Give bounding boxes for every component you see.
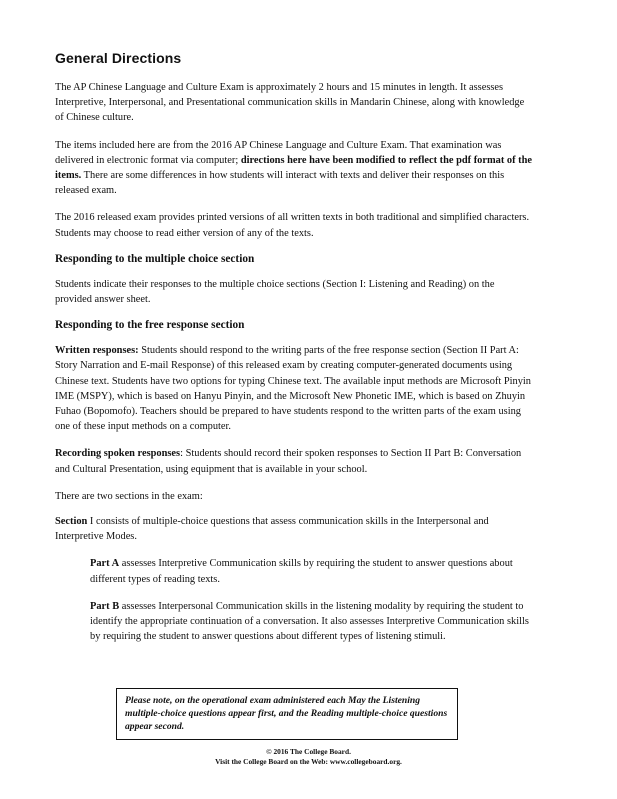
- note-text: Please note, on the operational exam administered each May the Listening multiple-choice questions appear first, and the Reading multiple-choice questions appear second.: [125, 695, 448, 732]
- part-a-paragraph: [90, 556, 532, 586]
- sections-intro: There are two sections in the exam:: [55, 490, 203, 502]
- spoken-responses-paragraph: [55, 446, 532, 476]
- page-title: General Directions: [55, 50, 182, 66]
- section-1-text: I consists of multiple-choice questions that assess communication skills in the Interpersonal and Interpretive Modes.: [55, 516, 489, 543]
- intro-paragraph-2-bold: directions here have been modified to reflect the pdf format of the items.: [55, 154, 532, 182]
- fr-section-heading: Responding to the free response section: [55, 319, 245, 332]
- spoken-responses-label: Recording spoken responses: [55, 448, 181, 460]
- intro-paragraph-2-text-a: The items included here are from the 2016 AP Chinese Language and Culture Exam. That examination was delivered in electronic format via computer;: [55, 139, 502, 166]
- mc-section-heading: Responding to the multiple choice section: [55, 252, 255, 265]
- mc-section-text: Students indicate their responses to the multiple choice sections (Section I: Listening and Reading) on the provided answer sheet.: [55, 278, 495, 306]
- part-b-text: assesses Interpersonal Communication skills in the listening modality by requiring the student to identify the appropriate continuation of a conversation. It also assesses Interpretive Communication skills by requiring the student to answer questions about different types of listening stimuli.: [90, 600, 529, 643]
- footer-website: Visit the College Board on the Web: www.collegeboard.org.: [215, 756, 402, 766]
- intro-paragraph-3: The 2016 released exam provides printed versions of all written texts in both traditional and simplified characters. Students may choose to read either version of any of the texts.: [55, 212, 530, 239]
- section-1-paragraph: [55, 514, 532, 544]
- part-b-paragraph: [90, 599, 532, 645]
- intro-paragraph-2-text-b: There are some differences in how students will interact with texts and deliver their responses on this released exam.: [55, 170, 505, 197]
- part-a-text: assesses Interpretive Communication skills by requiring the student to answer questions about different types of reading texts.: [90, 558, 513, 585]
- intro-paragraph-2: [55, 138, 532, 199]
- spoken-responses-text: : Students should record their spoken responses to Section II Part B: Conversation and Cultural Presentation, using equipment that is available in your school.: [55, 448, 522, 475]
- document-body: [55, 50, 532, 656]
- part-b-label: Part B: [90, 600, 120, 612]
- note-box: [116, 688, 458, 740]
- written-responses-paragraph: [55, 343, 532, 434]
- intro-paragraph-1: The AP Chinese Language and Culture Exam is approximately 2 hours and 15 minutes in length. It assesses Interpretive, Interpersonal, and Presentational communication skills in Mandarin Chinese, along with knowledge of Chinese culture.: [55, 82, 525, 124]
- part-a-label: Part A: [90, 558, 120, 570]
- written-responses-text: Students should respond to the writing parts of the free response section (Section II Part A: Story Narration and E-mail Response) of this released exam by creating computer-generated documents using Chinese text. Students have two options for typing Chinese text. The available input methods are Microsoft Pinyin IME (MSPY), which is based on Hanyu Pinyin, and the Microsoft New Phonetic IME, which is based on Zhuyin Fuhao (Bopomofo). Teachers should be prepared to have students respond to the written parts of the exam using one of these input methods on a computer.: [55, 345, 531, 433]
- footer-copyright: © 2016 The College Board.: [266, 747, 351, 756]
- written-responses-label: Written responses:: [55, 345, 139, 357]
- section-1-label: Section: [55, 516, 88, 528]
- footer: [0, 747, 617, 766]
